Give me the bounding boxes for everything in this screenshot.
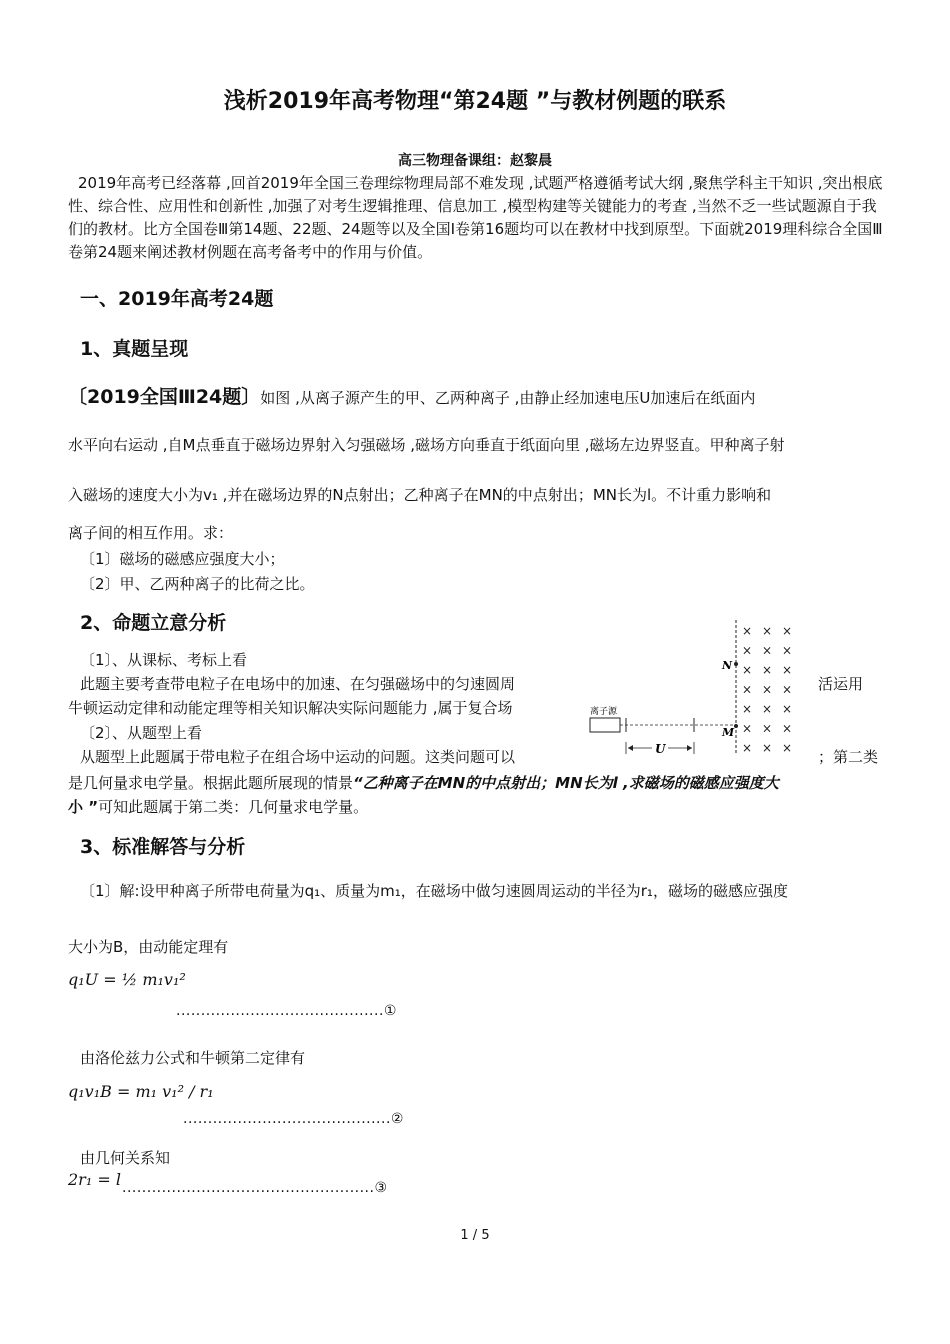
field-cross: × <box>782 721 793 736</box>
analysis-text-2: 牛顿运动定律和动能定理等相关知识解决实际问题能力 ,属于复合场 <box>68 699 513 717</box>
author-line: 高三物理备课组：赵黎晨 <box>398 153 552 169</box>
analysis-text-3-right: ；第二类 <box>818 748 879 766</box>
field-cross: × <box>742 624 753 638</box>
field-cross: × <box>782 643 793 658</box>
solution-line-1: 〔1〕解:设甲种离子所带电荷量为q₁、质量为m₁，在磁场中做匀速圆周运动的半径为r₁，磁场的磁感应强度 <box>80 882 788 900</box>
section-heading-1: 一、2019年高考24题 <box>80 288 274 310</box>
equation-2 <box>68 1082 214 1101</box>
arrow-head-left <box>628 745 633 751</box>
field-cross: × <box>742 643 753 658</box>
problem-line-2: 水平向右运动 ,自M点垂直于磁场边界射入匀强磁场 ,磁场方向垂直于纸面向里 ,磁场左边界竖直。甲种离子射 <box>68 436 785 454</box>
problem-line-3: 入磁场的速度大小为v₁ ,并在磁场边界的N点射出；乙种离子在MN的中点射出；MN长为l。不计重力影响和 <box>68 486 772 504</box>
ion-source-box <box>590 718 620 732</box>
label-n: N <box>722 659 733 672</box>
equation-3 <box>68 1170 121 1189</box>
solution-line-3: 由洛伦兹力公式和牛顿第二定律有 <box>80 1049 306 1067</box>
problem-line-4: 离子间的相互作用。求： <box>68 524 234 542</box>
solution-line-4: 由几何关系知 <box>80 1149 171 1167</box>
field-cross: × <box>762 721 773 736</box>
analysis-text-4-bold: “乙种离子在MN的中点射出；MN长为l ,求磁场的磁感应强度大 <box>353 774 779 792</box>
eq2-text: q₁v₁B = m₁ v₁² / r₁ <box>68 1082 214 1101</box>
field-cross: × <box>762 702 773 716</box>
section-heading-1-3: 3、标准解答与分析 <box>80 836 246 858</box>
field-crosses <box>742 624 792 755</box>
equation-1 <box>68 970 186 989</box>
analysis-text-1-left: 此题主要考查带电粒子在电场中的加速、在匀强磁场中的匀速圆周 <box>80 675 516 693</box>
analysis-text-5 <box>68 796 368 817</box>
field-cross: × <box>742 741 753 755</box>
analysis-text-3-left: 从题型上此题属于带电粒子在组合场中运动的问题。这类问题可以 <box>80 748 516 766</box>
document-title: 浅析2019年高考物理“第24题 ”与教材例题的联系 <box>223 89 727 114</box>
field-cross: × <box>782 702 793 716</box>
problem-tag: 〔2019全国Ⅲ24题〕 <box>68 386 261 408</box>
field-cross: × <box>762 624 773 638</box>
field-cross: × <box>782 663 793 677</box>
arrow-head-right <box>687 745 692 751</box>
problem-text-1: 如图 ,从离子源产生的甲、乙两种离子 ,由静止经加速电压U加速后在纸面内 <box>260 389 756 407</box>
field-cross: × <box>742 721 753 736</box>
field-cross: × <box>782 624 793 638</box>
section-heading-1-2: 2、命题立意分析 <box>80 612 227 634</box>
figure-svg <box>586 618 802 768</box>
analysis-item-2: 〔2〕、从题型上看 <box>80 724 203 742</box>
equation-3-dots: ...................................................③ <box>122 1180 388 1196</box>
label-u: U <box>655 742 666 756</box>
section-heading-1-1: 1、真题呈现 <box>80 338 189 360</box>
analysis-text-4 <box>68 772 888 793</box>
analysis-item-1: 〔1〕、从课标、考标上看 <box>80 651 248 669</box>
field-cross: × <box>762 663 773 677</box>
point-n <box>734 662 738 666</box>
question-2: 〔2〕甲、乙两种离子的比荷之比。 <box>80 575 315 593</box>
equation-2-dots: ..........................................② <box>183 1111 404 1127</box>
field-cross: × <box>762 643 773 658</box>
analysis-text-5-plain: 可知此题属于第二类：几何量求电学量。 <box>98 798 369 816</box>
field-cross: × <box>742 682 753 697</box>
question-1: 〔1〕磁场的磁感应强度大小； <box>80 550 285 568</box>
analysis-text-4-plain: 是几何量求电学量。根据此题所展现的情景 <box>68 774 354 792</box>
intro-paragraph: 2019年高考已经落幕 ,回首2019年全国三卷理综物理局部不难发现 ,试题严格遵循考试大纲 ,聚焦学科主干知识 ,突出根底性、综合性、应用性和创新性 ,加强了对考生逻辑推理、信息加工 ,模型构建等关键能力的考查 ,当然不乏一些试题源自于我们的教材。比方全国卷Ⅲ第14题、22题、24题等以及全国Ⅰ卷第16题均可以在教材中找到原型。下面就2019理科综合全国Ⅲ卷第24题来阐述教材例题在高考备考中的作用与价值。 <box>68 174 883 261</box>
eq1-text: q₁U = ½ m₁v₁² <box>68 970 186 989</box>
ion-source-label: 离子源 <box>590 707 618 717</box>
eq3-text: 2r₁ = l <box>68 1170 121 1189</box>
magnetic-field-figure <box>586 618 802 768</box>
analysis-text-5-bold: 小 ” <box>68 798 99 816</box>
field-cross: × <box>782 682 793 697</box>
field-cross: × <box>782 741 793 755</box>
field-cross: × <box>762 682 773 697</box>
equation-1-dots: ..........................................① <box>176 1003 397 1019</box>
field-cross: × <box>762 741 773 755</box>
analysis-text-1-right: 活运用 <box>818 675 864 693</box>
page-number: 1 / 5 <box>460 1228 490 1243</box>
label-m: M <box>722 726 735 739</box>
field-cross: × <box>742 702 753 716</box>
problem-line-1 <box>68 382 883 409</box>
solution-line-2: 大小为B，由动能定理有 <box>68 938 229 956</box>
point-m <box>734 724 738 728</box>
field-cross: × <box>742 663 753 677</box>
